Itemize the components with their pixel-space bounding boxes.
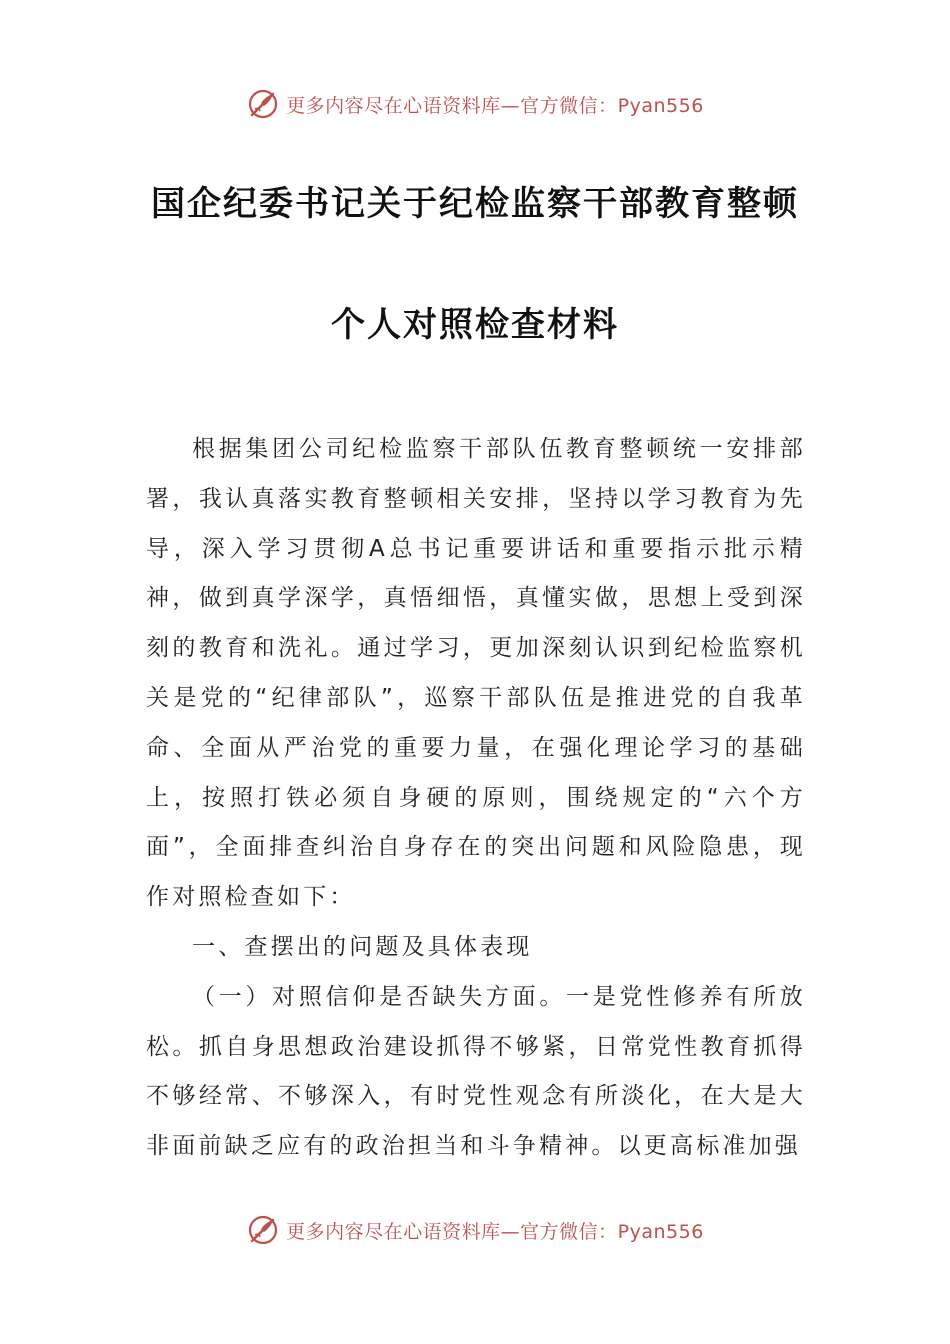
document-title-line2: 个人对照检查材料 — [331, 305, 619, 345]
watermark-text: 更多内容尽在心语资料库—官方微信：Pyan556 — [286, 1220, 704, 1243]
quill-pen-logo-icon — [246, 87, 280, 121]
watermark-text: 更多内容尽在心语资料库—官方微信：Pyan556 — [286, 94, 704, 117]
quill-pen-logo-icon — [246, 1213, 280, 1247]
footer-watermark — [0, 1210, 950, 1250]
paragraph-intro: 根据集团公司纪检监察干部队伍教育整顿统一安排部署，我认真落实教育整顿相关安排，坚持以学习教育为先导，深入学习贯彻A总书记重要讲话和重要指示批示精神，做到真学深学，真悟细悟，真懂实做，思想上受到深刻的教育和洗礼。通过学习，更加深刻认识到纪检监察机关是党的“纪律部队”，巡察干部队伍是推进党的自我革命、全面从严治党的重要力量，在强化理论学习的基础上，按照打铁必须自身硬的原则，围绕规定的“六个方面”，全面排查纠治自身存在的突出问题和风险隐患，现作对照检查如下： — [146, 436, 806, 911]
section-heading-1: 一、查摆出的问题及具体表现 — [192, 933, 533, 960]
paragraph-subsection-1: （一）对照信仰是否缺失方面。一是党性修养有所放松。抓自身思想政治建设抓得不够紧，日常党性教育抓得不够经常、不够深入，有时党性观念有所淡化，在大是大非面前缺乏应有的政治担当和斗争精神。以更高标准加强 — [146, 983, 806, 1160]
header-watermark — [0, 84, 950, 124]
document-title-line1: 国企纪委书记关于纪检监察干部教育整顿 — [151, 184, 799, 224]
document-body — [146, 425, 806, 1172]
